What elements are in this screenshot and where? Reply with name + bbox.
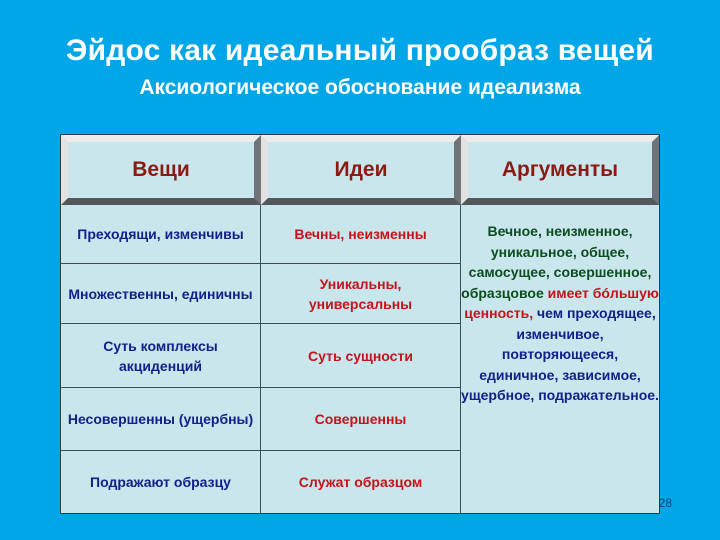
arguments-cell [461,205,659,513]
header-ideas [261,135,461,205]
cell-thing-3: Суть комплексы акциденций [61,324,261,388]
cell-idea-4: Совершенны [261,388,461,451]
arguments-text [461,221,659,406]
cell-idea-1: Вечны, неизменны [261,205,461,264]
cell-thing-5: Подражают образцу [61,451,261,513]
cell-thing-1: Преходящи, изменчивы [61,205,261,264]
arguments-text-part2: имеет бóльшую ценность, [464,284,659,321]
slide-subtitle: Аксиологическое обоснование идеализма [139,76,581,99]
comparison-table [60,134,660,514]
slide-title: Эйдос как идеальный прообраз вещей [66,34,654,67]
cell-thing-4: Несовершенны (ущербны) [61,388,261,451]
header-arguments [461,135,659,205]
header-ideas-label: Идеи [334,158,388,181]
page-number: 28 [658,496,672,510]
header-things-label: Вещи [132,158,190,181]
cell-thing-2: Множественны, единичны [61,264,261,324]
arguments-text-part3: чем преходящее, изменчивое, повторяющееся, единичное, зависимое, ущербное, подражательное. [461,305,659,403]
arguments-text-part1: Вечное, неизменное, уникальное, общее, самосущее, совершенное, образцовое [461,223,652,301]
cell-idea-3: Суть сущности [261,324,461,388]
cell-idea-5: Служат образцом [261,451,461,513]
header-things [61,135,261,205]
header-arguments-label: Аргументы [501,158,619,181]
cell-idea-2: Уникальны, универсальны [261,264,461,324]
